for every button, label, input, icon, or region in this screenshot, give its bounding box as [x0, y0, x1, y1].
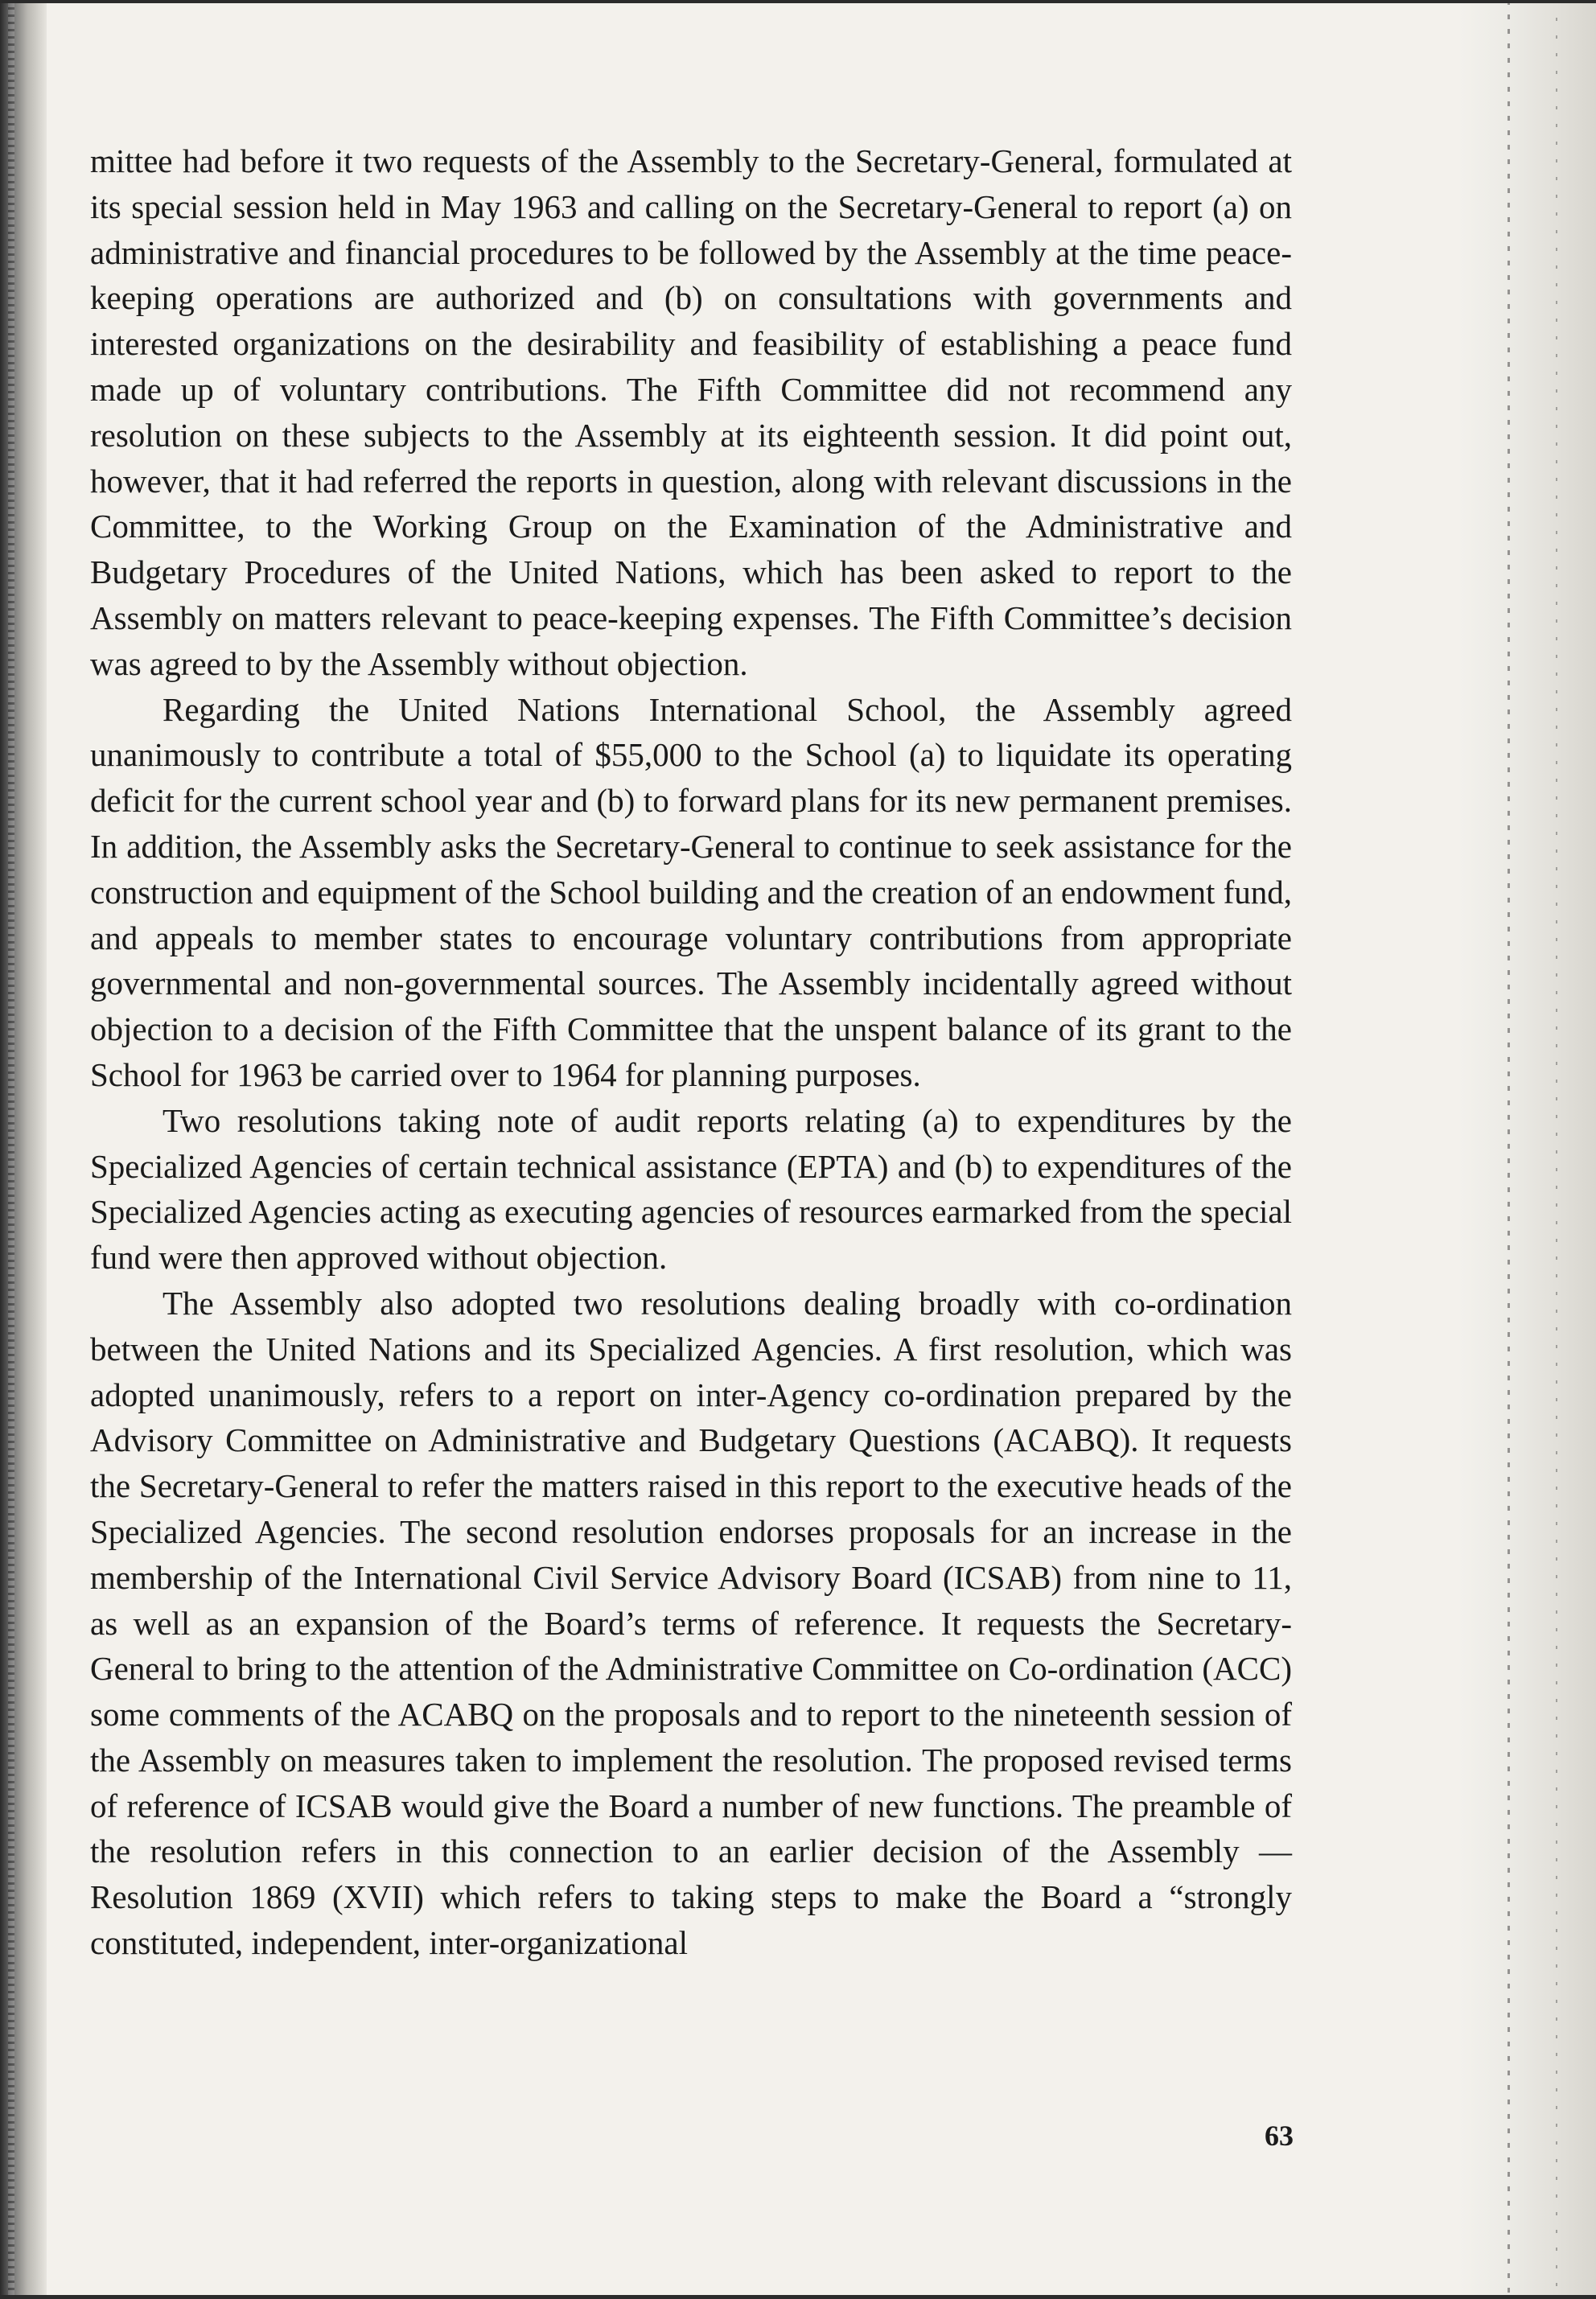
- paragraph-4: The Assembly also adopted two resolutions dealing broadly with co-ordination between the United Nations and its Specialized Agencies. A first resolution, which was adopted unanimously, refers to a report on inter-Agency co-ordination prepared by the Advisory Committee on Administrative and Budgetary Questions (ACABQ). It requests the Secretary-General to refer the matters raised in this report to the executive heads of the Specialized Agencies. The second resolution endorses proposals for an increase in the membership of the International Civil Service Advisory Board (ICSAB) from nine to 11, as well as an expansion of the Board’s terms of reference. It requests the Secretary-General to bring to the attention of the Administrative Committee on Co-ordination (ACC) some comments of the ACABQ on the proposals and to report to the nineteenth session of the Assembly on measures taken to implement the resolution. The proposed revised terms of reference of ICSAB would give the Board a number of new functions. The preamble of the resolution refers in this connection to an earlier decision of the Assembly — Resolution 1869 (XVII) which refers to taking steps to make the Board a “strongly constituted, independent, inter-organizational: [90, 1284, 1292, 1962]
- scan-left-edge: [0, 0, 47, 2299]
- scan-right-edge: [1459, 0, 1596, 2299]
- page-number: 63: [1265, 2120, 1294, 2152]
- paragraph-1: mittee had before it two requests of the Assembly to the Secretary-General, formulated at its special session held in May 1963 and calling on the Secretary-General to report (a) on administrative and financial procedures to be followed by the Assembly at the time peace-keeping operations are authorized and (b) on consultations with governments and interested organizations on the desirability and feasibility of establishing a peace fund made up of voluntary contributions. The Fifth Committee did not recommend any resolution on these subjects to the Assembly at its eighteenth session. It did point out, however, that it had referred the reports in question, along with relevant discussions in the Committee, to the Working Group on the Examination of the Administrative and Budgetary Procedures of the United Nations, which has been asked to report to the Assembly on matters relevant to peace-keeping expenses. The Fifth Committee’s decision was agreed to by the Assembly without objection.: [90, 142, 1292, 682]
- scan-bottom-edge: [0, 2295, 1596, 2299]
- paragraph-2: Regarding the United Nations International School, the Assembly agreed unanimously to contribute a total of $55,000 to the School (a) to liquidate its operating deficit for the current school year and (b) to forward plans for its new permanent premises. In addition, the Assembly asks the Secretary-General to continue to seek assistance for the construction and equipment of the School building and the creation of an endowment fund, and appeals to member states to encourage voluntary contributions from appropriate governmental and non-governmental sources. The Assembly incidentally agreed without objection to a decision of the Fifth Committee that the unspent balance of its grant to the School for 1963 be carried over to 1964 for planning purposes.: [90, 690, 1292, 1093]
- paragraph-3: Two resolutions taking note of audit reports relating (a) to expenditures by the Specialized Agencies of certain technical assistance (EPTA) and (b) to expenditures of the Specialized Agencies acting as executing agencies of resources earmarked from the special fund were then approved without objection.: [90, 1101, 1292, 1277]
- scan-top-edge: [0, 0, 1596, 3]
- body-text: [90, 138, 1292, 1966]
